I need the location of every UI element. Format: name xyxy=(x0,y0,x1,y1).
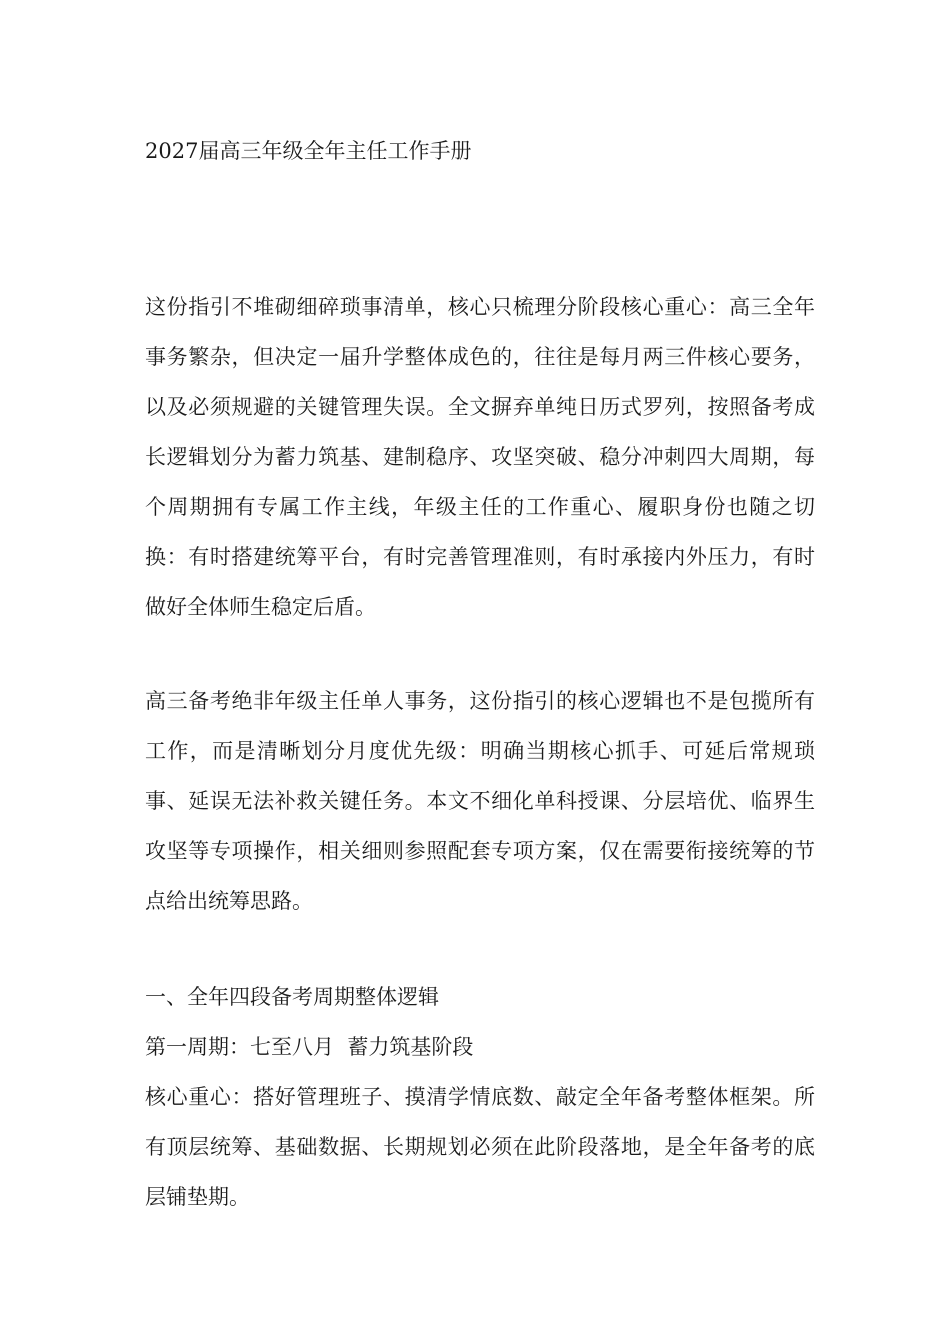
intro-paragraph: 这份指引不堆砌细碎琐事清单，核心只梳理分阶段核心重心：高三全年事务繁杂，但决定一届升学整体成色的，往往是每月两三件核心要务，以及必须规避的关键管理失误。全文摒弃单纯日历式罗列，按照备考成长逻辑划分为蓄力筑基、建制稳序、攻坚突破、稳分冲刺四大周期，每个周期拥有专属工作主线，年级主任的工作重心、履职身份也随之切换：有时搭建统筹平台，有时完善管理准则，有时承接内外压力，有时做好全体师生稳定后盾。 xyxy=(145,295,815,619)
phase-body: 核心重心：搭好管理班子、摸清学情底数、敲定全年备考整体框架。所有顶层统筹、基础数据、长期规划必须在此阶段落地，是全年备考的底层铺垫期。 xyxy=(145,1085,815,1209)
scope-paragraph: 高三备考绝非年级主任单人事务，这份指引的核心逻辑也不是包揽所有工作，而是清晰划分月度优先级：明确当期核心抓手、可延后常规琐事、延误无法补救关键任务。本文不细化单科授课、分层培优、临界生攻坚等专项操作，相关细则参照配套专项方案，仅在需要衔接统筹的节点给出统筹思路。 xyxy=(145,689,815,913)
section-one xyxy=(145,972,825,1222)
document-title: 2027届高三年级全年主任工作手册 xyxy=(145,139,472,163)
phase-heading: 第一周期：七至八月 蓄力筑基阶段 xyxy=(145,1035,474,1059)
section-heading: 一、全年四段备考周期整体逻辑 xyxy=(145,985,439,1009)
